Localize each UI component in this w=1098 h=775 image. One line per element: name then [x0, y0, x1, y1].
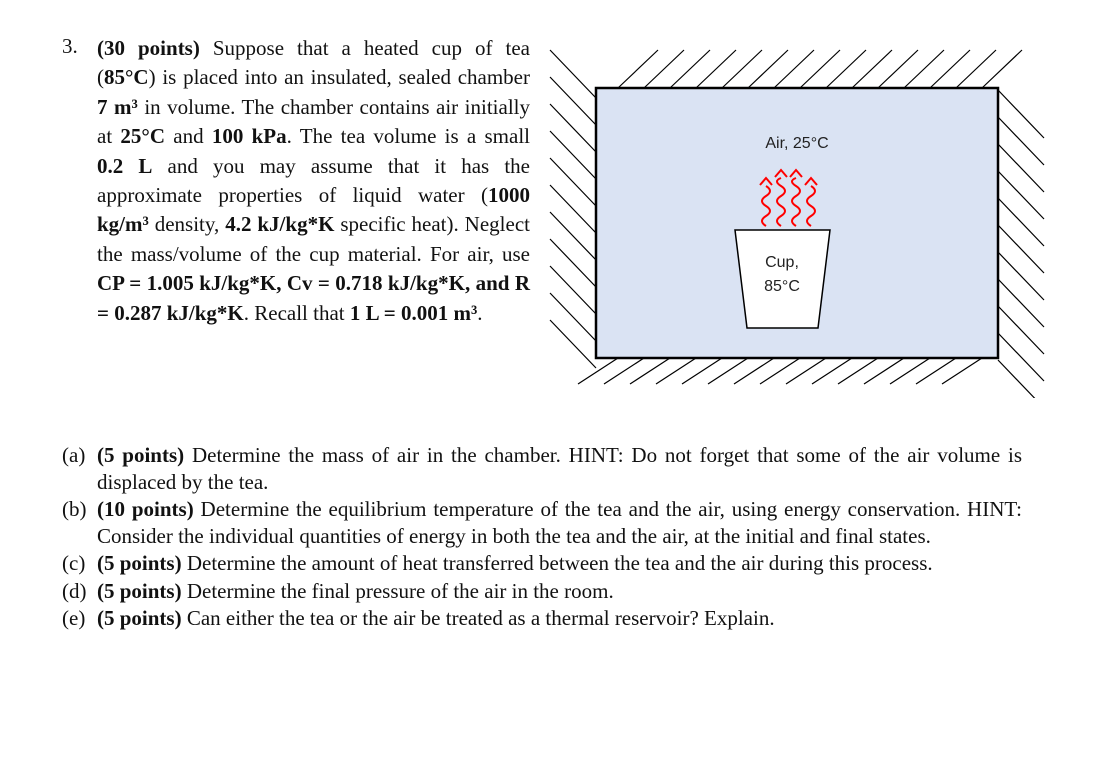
intro-seg: and	[165, 124, 212, 149]
chamber-diagram	[548, 28, 1048, 398]
hatch-line	[998, 360, 1044, 398]
hatch-line	[708, 358, 748, 384]
subquestion-text	[97, 442, 1022, 495]
subquestion-label: (a)	[62, 443, 86, 467]
subquestion-points: (5 points)	[97, 606, 182, 630]
hatch-line	[722, 50, 762, 88]
hatch-line	[550, 320, 596, 368]
intro-seg: Suppose that a heated cup of tea (	[97, 36, 530, 90]
hatch-line	[550, 185, 596, 233]
intro-seg: ) is placed into an insulated, sealed chamber	[148, 65, 530, 90]
intro-seg: 1 L = 0.001 m³	[349, 300, 478, 325]
hatch-line	[604, 358, 644, 384]
intro-seg: and you may assume that it has the approximate properties of liquid water (	[97, 153, 530, 208]
hatch-line	[864, 358, 904, 384]
hatch-line	[998, 90, 1044, 138]
hatch-line	[998, 225, 1044, 273]
hatch-line	[998, 333, 1044, 381]
subquestion-text	[97, 578, 1022, 605]
intro-seg: .	[477, 300, 483, 325]
intro-seg: CP = 1.005 kJ/kg*K, Cv = 0.718 kJ/kg*K, and R = 0.287 kJ/kg*K	[97, 271, 530, 325]
hatch-line	[998, 144, 1044, 192]
hatch-line	[956, 50, 996, 88]
subquestion-label: (b)	[62, 497, 87, 521]
intro-seg: specific heat). Neglect the mass/volume of the cup material. For air, use	[97, 212, 530, 266]
air-label: Air, 25°C	[765, 135, 829, 152]
subquestion-e	[62, 605, 1022, 632]
subquestion-a	[62, 442, 1022, 495]
subquestion-d	[62, 578, 1022, 605]
problem-statement-body	[97, 36, 530, 325]
subquestion-body: Determine the final pressure of the air in the room.	[181, 578, 614, 603]
hatch-line	[982, 50, 1022, 88]
hatch-line	[696, 50, 736, 88]
subquestion-body: Determine the mass of air in the chamber. HINT: Do not forget that some of the air volume is displaced by the tea.	[97, 443, 1022, 494]
hatch-line	[774, 50, 814, 88]
hatch-line	[852, 50, 892, 88]
hatch-line	[550, 131, 596, 179]
intro-seg: 100 kPa	[211, 124, 287, 149]
subquestion-label: (d)	[62, 578, 87, 603]
hatch-line	[550, 158, 596, 206]
subquestion-points: (5 points)	[97, 578, 182, 603]
hatch-line	[942, 358, 982, 384]
hatch-line	[838, 358, 878, 384]
hatch-line	[812, 358, 852, 384]
hatch-line	[630, 358, 670, 384]
hatch-line	[644, 50, 684, 88]
subquestion-body: Determine the equilibrium temperature of the tea and the air, using energy conservation. HINT: Consider the individual quantities of energy in both the tea and the air, at the initial and final states.	[97, 497, 1022, 548]
intro-seg: 1000 kg/m³	[97, 183, 530, 237]
intro-seg: 7 m³	[97, 94, 138, 119]
subquestion-text	[97, 550, 1022, 577]
intro-seg: density,	[148, 212, 226, 237]
intro-seg: 0.2 L	[97, 153, 153, 178]
hatch-line	[578, 358, 618, 384]
hatch-line	[930, 50, 970, 88]
hatch-line	[916, 358, 956, 384]
subquestion-b	[62, 496, 1022, 549]
hatch-line	[748, 50, 788, 88]
hatch-line	[550, 239, 596, 287]
intro-seg: in volume. The chamber contains air initially at	[97, 94, 531, 149]
hatch-line	[550, 266, 596, 314]
hatch-line	[682, 358, 722, 384]
subquestion-body: Can either the tea or the air be treated as a thermal reservoir? Explain.	[181, 606, 775, 630]
hatch-line	[998, 306, 1044, 354]
hatch-line	[550, 77, 596, 125]
hatch-line	[878, 50, 918, 88]
subquestion-text	[97, 605, 1022, 632]
intro-seg: . Recall that	[243, 300, 350, 325]
subquestion-text	[97, 496, 1022, 549]
problem-number: 3.	[62, 34, 78, 58]
subquestion-label: (e)	[62, 606, 86, 630]
intro-seg: 4.2 kJ/kg*K	[225, 212, 335, 237]
hatch-line	[550, 293, 596, 341]
hatch-line	[670, 50, 710, 88]
subquestion-body: Determine the amount of heat transferred between the tea and the air during this process.	[181, 551, 933, 575]
intro-seg: . The tea volume is a small	[286, 124, 530, 149]
hatch-line	[786, 358, 826, 384]
intro-seg: 25°C	[120, 124, 165, 149]
problem-points: (30 points)	[97, 36, 200, 60]
hatch-line	[826, 50, 866, 88]
hatch-line	[890, 358, 930, 384]
cup-label-name: Cup,	[765, 254, 799, 271]
hatch-line	[734, 358, 774, 384]
hatch-line	[998, 171, 1044, 219]
subquestion-label: (c)	[62, 551, 86, 575]
subquestion-points: (5 points)	[97, 551, 182, 575]
chamber-diagram-svg	[548, 28, 1048, 398]
problem-statement	[97, 34, 530, 328]
hatch-line	[760, 358, 800, 384]
cup-label-temp: 85°C	[764, 278, 800, 295]
hatch-line	[904, 50, 944, 88]
hatch-line	[550, 50, 596, 98]
hatch-line	[998, 279, 1044, 327]
intro-seg: 85°C	[104, 65, 149, 90]
hatch-line	[800, 50, 840, 88]
subquestion-points: (5 points)	[97, 443, 185, 467]
subquestion-points: (10 points)	[97, 497, 194, 521]
subquestions	[62, 442, 1022, 633]
hatch-line	[998, 198, 1044, 246]
hatch-line	[618, 50, 658, 88]
hatch-line	[998, 117, 1044, 165]
hatch-line	[550, 104, 596, 152]
hatch-line	[656, 358, 696, 384]
hatch-line	[550, 212, 596, 260]
hatch-line	[998, 252, 1044, 300]
subquestion-c	[62, 550, 1022, 577]
